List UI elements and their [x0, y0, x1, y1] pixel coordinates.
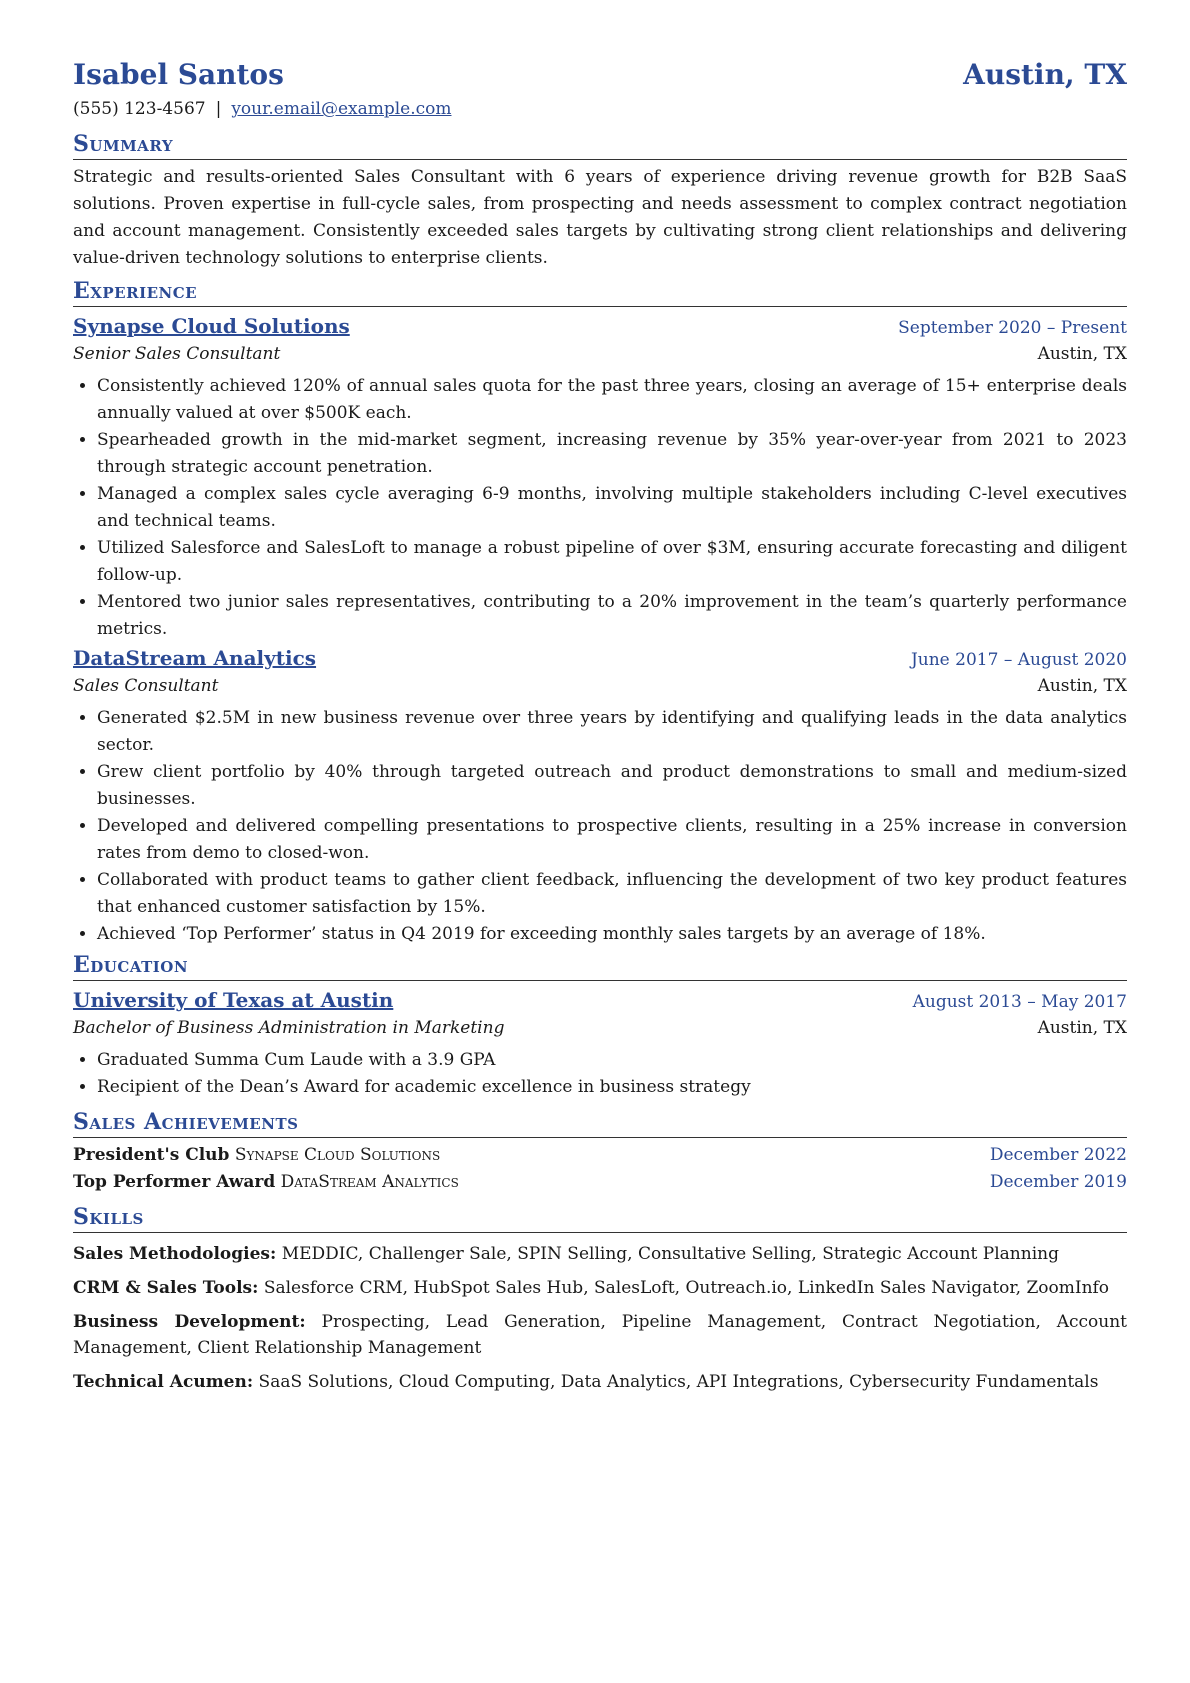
section-title-summary: Summary: [73, 131, 1127, 160]
summary-section: [73, 131, 1127, 272]
job-location: Austin, TX: [1037, 676, 1127, 696]
skill-value: MEDDIC, Challenger Sale, SPIN Selling, Consultative Selling, Strategic Account Planning: [281, 1244, 1059, 1264]
bullet-item: • Grew client portfolio by 40% through targeted outreach and product demonstrations to small and medium-sized businesses.: [97, 759, 1127, 813]
skill-label: Business Development:: [73, 1312, 306, 1332]
company-name[interactable]: Synapse Cloud Solutions: [73, 314, 350, 338]
bullet-item: • Generated $2.5M in new business revenue over three years by identifying and qualifying leads in the data analytics sector.: [97, 705, 1127, 759]
job-dates: June 2017 – August 2020: [910, 650, 1127, 670]
skill-row: [73, 1275, 1127, 1301]
bullet-item: • Recipient of the Dean’s Award for academic excellence in business strategy: [97, 1074, 1127, 1101]
resume-header: [73, 58, 1127, 91]
award-organization: Synapse Cloud Solutions: [234, 1145, 441, 1165]
education-location: Austin, TX: [1037, 1018, 1127, 1038]
company-name[interactable]: DataStream Analytics: [73, 646, 317, 670]
skill-value: SaaS Solutions, Cloud Computing, Data Analytics, API Integrations, Cybersecurity Fundamentals: [258, 1372, 1099, 1392]
job-title: Sales Consultant: [73, 676, 219, 696]
job-location: Austin, TX: [1037, 344, 1127, 364]
degree-name: Bachelor of Business Administration in Marketing: [73, 1018, 505, 1038]
award-organization: DataStream Analytics: [280, 1172, 459, 1192]
education-dates: August 2013 – May 2017: [912, 992, 1127, 1012]
section-title-achievements: Sales Achievements: [73, 1109, 1127, 1138]
award-name: President's Club: [73, 1145, 230, 1165]
education-entry: [73, 987, 1127, 1101]
skill-row: [73, 1309, 1127, 1361]
candidate-name: Isabel Santos: [73, 58, 284, 91]
skill-row: [73, 1369, 1127, 1395]
skill-label: Technical Acumen:: [73, 1372, 254, 1392]
bullet-item: • Developed and delivered compelling presentations to prospective clients, resulting in a 25% increase in conversion rates from demo to closed-won.: [97, 813, 1127, 867]
candidate-location: Austin, TX: [963, 58, 1127, 91]
section-title-education: Education: [73, 952, 1127, 981]
contact-separator: |: [215, 99, 222, 119]
job-dates: September 2020 – Present: [898, 318, 1127, 338]
achievements-section: [73, 1109, 1127, 1196]
award-date: December 2019: [989, 1172, 1127, 1192]
award-date: December 2022: [989, 1145, 1127, 1165]
education-section: [73, 952, 1127, 1101]
section-title-skills: Skills: [73, 1204, 1127, 1233]
bullet-item: • Consistently achieved 120% of annual sales quota for the past three years, closing an average of 15+ enterprise deals annually valued at over $500K each.: [97, 373, 1127, 427]
skill-label: CRM & Sales Tools:: [73, 1278, 259, 1298]
skills-section: [73, 1204, 1127, 1395]
bullet-item: • Managed a complex sales cycle averaging 6-9 months, involving multiple stakeholders including C-level executives and technical teams.: [97, 481, 1127, 535]
job-entry: [73, 313, 1127, 643]
phone-number: (555) 123-4567: [73, 99, 206, 119]
skill-label: Sales Methodologies:: [73, 1244, 277, 1264]
section-title-experience: Experience: [73, 278, 1127, 307]
bullet-item: • Achieved ‘Top Performer’ status in Q4 2019 for exceeding monthly sales targets by an average of 18%.: [97, 921, 1127, 948]
bullet-item: • Collaborated with product teams to gather client feedback, influencing the development of two key product features that enhanced customer satisfaction by 15%.: [97, 867, 1127, 921]
experience-section: [73, 278, 1127, 948]
resume-page: [73, 58, 1127, 1395]
achievement-row: [73, 1169, 1127, 1196]
contact-line: [73, 99, 1127, 119]
email-link[interactable]: your.email@example.com: [231, 99, 452, 119]
summary-text: Strategic and results-oriented Sales Consultant with 6 years of experience driving revenue growth for B2B SaaS solutions. Proven expertise in full-cycle sales, from prospecting and needs assessment to complex contract negotiation and account management. Consistently exceeded sales targets by cultivating strong client relationships and delivering value-driven technology solutions to enterprise clients.: [73, 167, 1127, 268]
award-name: Top Performer Award: [73, 1172, 276, 1192]
job-entry: [73, 645, 1127, 948]
bullet-item: • Mentored two junior sales representatives, contributing to a 20% improvement in the team’s quarterly performance metrics.: [97, 589, 1127, 643]
job-title: Senior Sales Consultant: [73, 344, 281, 364]
bullet-item: • Graduated Summa Cum Laude with a 3.9 GPA: [97, 1047, 1127, 1074]
bullet-item: • Utilized Salesforce and SalesLoft to manage a robust pipeline of over $3M, ensuring accurate forecasting and diligent follow-up.: [97, 535, 1127, 589]
school-name[interactable]: University of Texas at Austin: [73, 988, 394, 1012]
achievement-row: [73, 1142, 1127, 1169]
skill-row: [73, 1241, 1127, 1267]
job-bullets: [73, 705, 1127, 948]
bullet-item: • Spearheaded growth in the mid-market segment, increasing revenue by 35% year-over-year from 2021 to 2023 through strategic account penetration.: [97, 427, 1127, 481]
education-bullets: [73, 1047, 1127, 1101]
job-bullets: [73, 373, 1127, 643]
skill-value: Salesforce CRM, HubSpot Sales Hub, SalesLoft, Outreach.io, LinkedIn Sales Navigator, ZoomInfo: [263, 1278, 1110, 1298]
skill-value: Prospecting, Lead Generation, Pipeline Management, Contract Negotiation, Account Management, Client Relationship Management: [73, 1312, 1127, 1358]
